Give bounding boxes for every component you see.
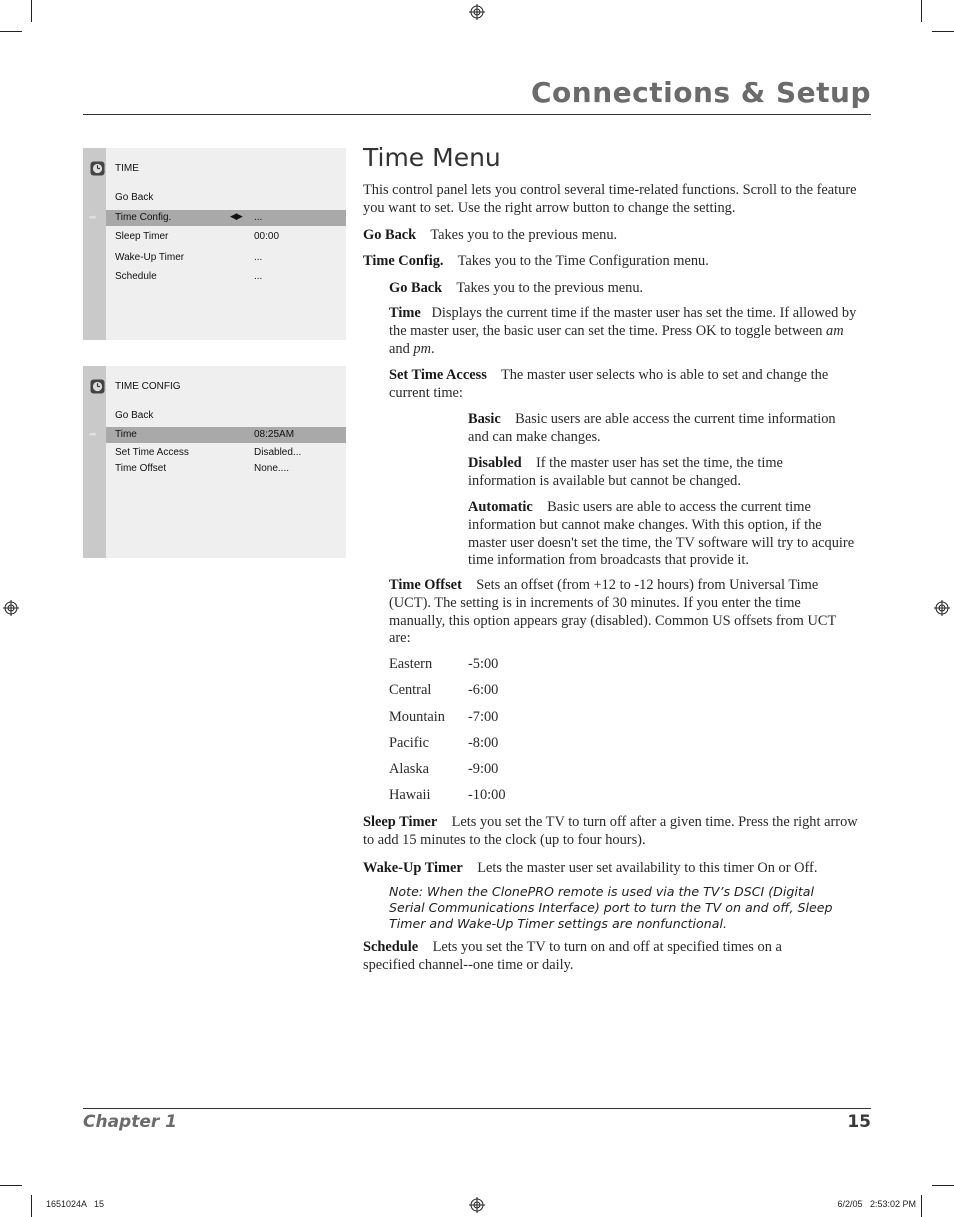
definition-desc: Takes you to the previous menu. — [430, 227, 618, 243]
menu-item-value: 08:25AM — [254, 429, 295, 440]
menu-item-value: ... — [254, 252, 263, 263]
menu-item-go-back[interactable] — [106, 190, 346, 206]
menu-item-label: Go Back — [115, 410, 154, 421]
definition-term: Go Back — [389, 280, 443, 296]
definition-desc: Basic users are able to access the current time information but cannot make changes. With this option, if the master user doesn't set the time, the TV software will try to acquire time information from broadcasts that provide it. — [468, 499, 855, 569]
menu-item-label: Sleep Timer — [115, 231, 169, 242]
definition-desc: Lets you set the TV to turn on and off at specified times on a specified channel--one time or daily. — [363, 939, 782, 973]
registration-mark-icon — [3, 600, 19, 616]
crop-mark — [31, 0, 32, 22]
clock-icon — [90, 379, 105, 394]
definition-term: Disabled — [468, 455, 522, 471]
definition-desc: Takes you to the Time Configuration menu. — [457, 253, 709, 269]
crop-mark — [932, 1185, 954, 1186]
time-offset-value: -7:00 — [468, 709, 499, 725]
definition-time-config — [363, 253, 863, 271]
crop-mark — [932, 31, 954, 32]
time-offset-value: -5:00 — [468, 656, 499, 672]
clock-icon — [90, 161, 105, 176]
menu-sidebar — [83, 366, 106, 558]
registration-mark-icon — [469, 1197, 485, 1213]
crop-mark — [31, 1195, 32, 1217]
crop-mark — [921, 1195, 922, 1217]
menu-item-value: Disabled... — [254, 447, 302, 458]
section-heading: Time Menu — [363, 143, 501, 172]
print-slug-right: 6/2/05 2:53:02 PM — [837, 1199, 916, 1209]
menu-item-time[interactable] — [89, 427, 346, 443]
menu-item-go-back[interactable] — [106, 408, 346, 424]
definition-desc: The master user selects who is able to set and change the current time: — [389, 367, 829, 401]
time-zone: Alaska — [389, 761, 429, 777]
definition-go-back — [363, 227, 863, 245]
definition-term: Go Back — [363, 227, 417, 243]
header-divider — [83, 114, 871, 115]
menu-item-sleep-timer[interactable] — [106, 229, 346, 245]
time-menu-screen — [83, 148, 346, 340]
crop-mark — [0, 1185, 22, 1186]
menu-item-label: Schedule — [115, 271, 157, 282]
menu-item-set-time-access[interactable] — [106, 445, 346, 461]
intro-paragraph: This control panel lets you control several time-related functions. Scroll to the feature you want to set. Use the right arrow button to change the setting. — [363, 182, 857, 216]
definition-desc: If the master user has set the time, the time information is available but cannot be changed. — [468, 455, 783, 489]
time-zone: Eastern — [389, 656, 433, 672]
menu-item-label: Go Back — [115, 192, 154, 203]
option-disabled — [468, 455, 853, 491]
definition-tc-time: Time Displays the current time if the master user has set the time. If allowed by the master user, the basic user can set the time. Press OK to toggle between am and pm. — [389, 305, 857, 357]
definition-term: Time — [389, 305, 421, 321]
menu-title: TIME CONFIG — [115, 381, 181, 392]
note-paragraph: Note: When the ClonePRO remote is used via the TV’s DSCI (Digital Serial Communications Interface) port to turn the TV on and off, Sleep Timer and Wake-Up Timer settings are nonfunctional. — [389, 884, 833, 931]
time-offset-value: -10:00 — [468, 787, 506, 803]
definition-desc: Displays the current time if the master user has set the time. If allowed by the master user, the basic user can set the time. Press OK to toggle between — [389, 305, 857, 339]
definition-term: Basic — [468, 411, 501, 427]
option-basic — [468, 411, 848, 447]
time-config-menu-screen — [83, 366, 346, 558]
menu-item-value: 00:00 — [254, 231, 280, 242]
time-offset-value: -6:00 — [468, 682, 499, 698]
menu-item-time-config[interactable] — [89, 210, 346, 226]
menu-item-time-offset[interactable] — [106, 461, 346, 477]
definition-term: Time Config. — [363, 253, 444, 269]
time-zone: Central — [389, 682, 432, 698]
menu-item-wake-up-timer[interactable] — [106, 250, 346, 266]
time-offset-value: -9:00 — [468, 761, 499, 777]
menu-item-label: Time Offset — [115, 463, 167, 474]
footer-divider — [83, 1108, 871, 1109]
definition-term: Wake-Up Timer — [363, 860, 463, 876]
time-offset-value: -8:00 — [468, 735, 499, 751]
selection-arrow-icon: ➡ — [89, 212, 97, 222]
definition-desc: Basic users are able access the current time information and can make changes. — [468, 411, 836, 445]
definition-set-time-access — [389, 367, 863, 403]
definition-sleep-timer — [363, 814, 865, 850]
menu-item-label: Time — [115, 429, 137, 440]
definition-desc: Lets you set the TV to turn off after a given time. Press the right arrow to add 15 minutes to the clock (up to four hours). — [363, 814, 858, 848]
menu-item-label: Set Time Access — [115, 447, 189, 458]
selection-arrow-icon: ➡ — [89, 429, 97, 439]
time-zone: Pacific — [389, 735, 429, 751]
page-number: 15 — [847, 1112, 871, 1132]
time-zone: Mountain — [389, 709, 445, 725]
definition-tc-go-back — [389, 280, 863, 298]
definition-desc: Lets the master user set availability to this timer On or Off. — [477, 860, 818, 876]
definition-term: Automatic — [468, 499, 533, 515]
menu-item-value: None.... — [254, 463, 290, 474]
definition-wake-up-timer — [363, 860, 865, 878]
menu-item-value: ... — [254, 271, 263, 282]
print-slug-left: 1651024A 15 — [46, 1199, 105, 1209]
definition-term: Set Time Access — [389, 367, 487, 383]
option-automatic — [468, 499, 863, 570]
crop-mark — [0, 31, 22, 32]
chapter-label: Chapter 1 — [83, 1112, 178, 1132]
registration-mark-icon — [469, 4, 485, 20]
crop-mark — [921, 0, 922, 22]
page-header-title: Connections & Setup — [531, 76, 871, 109]
menu-item-label: Time Config. — [115, 212, 172, 223]
registration-mark-icon — [934, 600, 950, 616]
definition-time-offset — [389, 577, 859, 648]
menu-item-value: ... — [254, 212, 263, 223]
definition-term: Schedule — [363, 939, 419, 955]
definition-term: Sleep Timer — [363, 814, 438, 830]
definition-desc: Takes you to the previous menu. — [456, 280, 644, 296]
time-zone: Hawaii — [389, 787, 431, 803]
definition-term: Time Offset — [389, 577, 462, 593]
definition-desc: Sets an offset (from +12 to -12 hours) from Universal Time (UCT). The setting is in increments of 30 minutes. If you enter the time manually, this option appears gray (disabled). Common US offsets from UCT are: — [389, 577, 836, 647]
menu-item-schedule[interactable] — [106, 269, 346, 285]
menu-sidebar — [83, 148, 106, 340]
menu-item-label: Wake-Up Timer — [115, 252, 185, 263]
left-right-arrows-icon: ◀▶ — [230, 211, 242, 221]
menu-title: TIME — [115, 163, 139, 174]
definition-schedule — [363, 939, 833, 975]
